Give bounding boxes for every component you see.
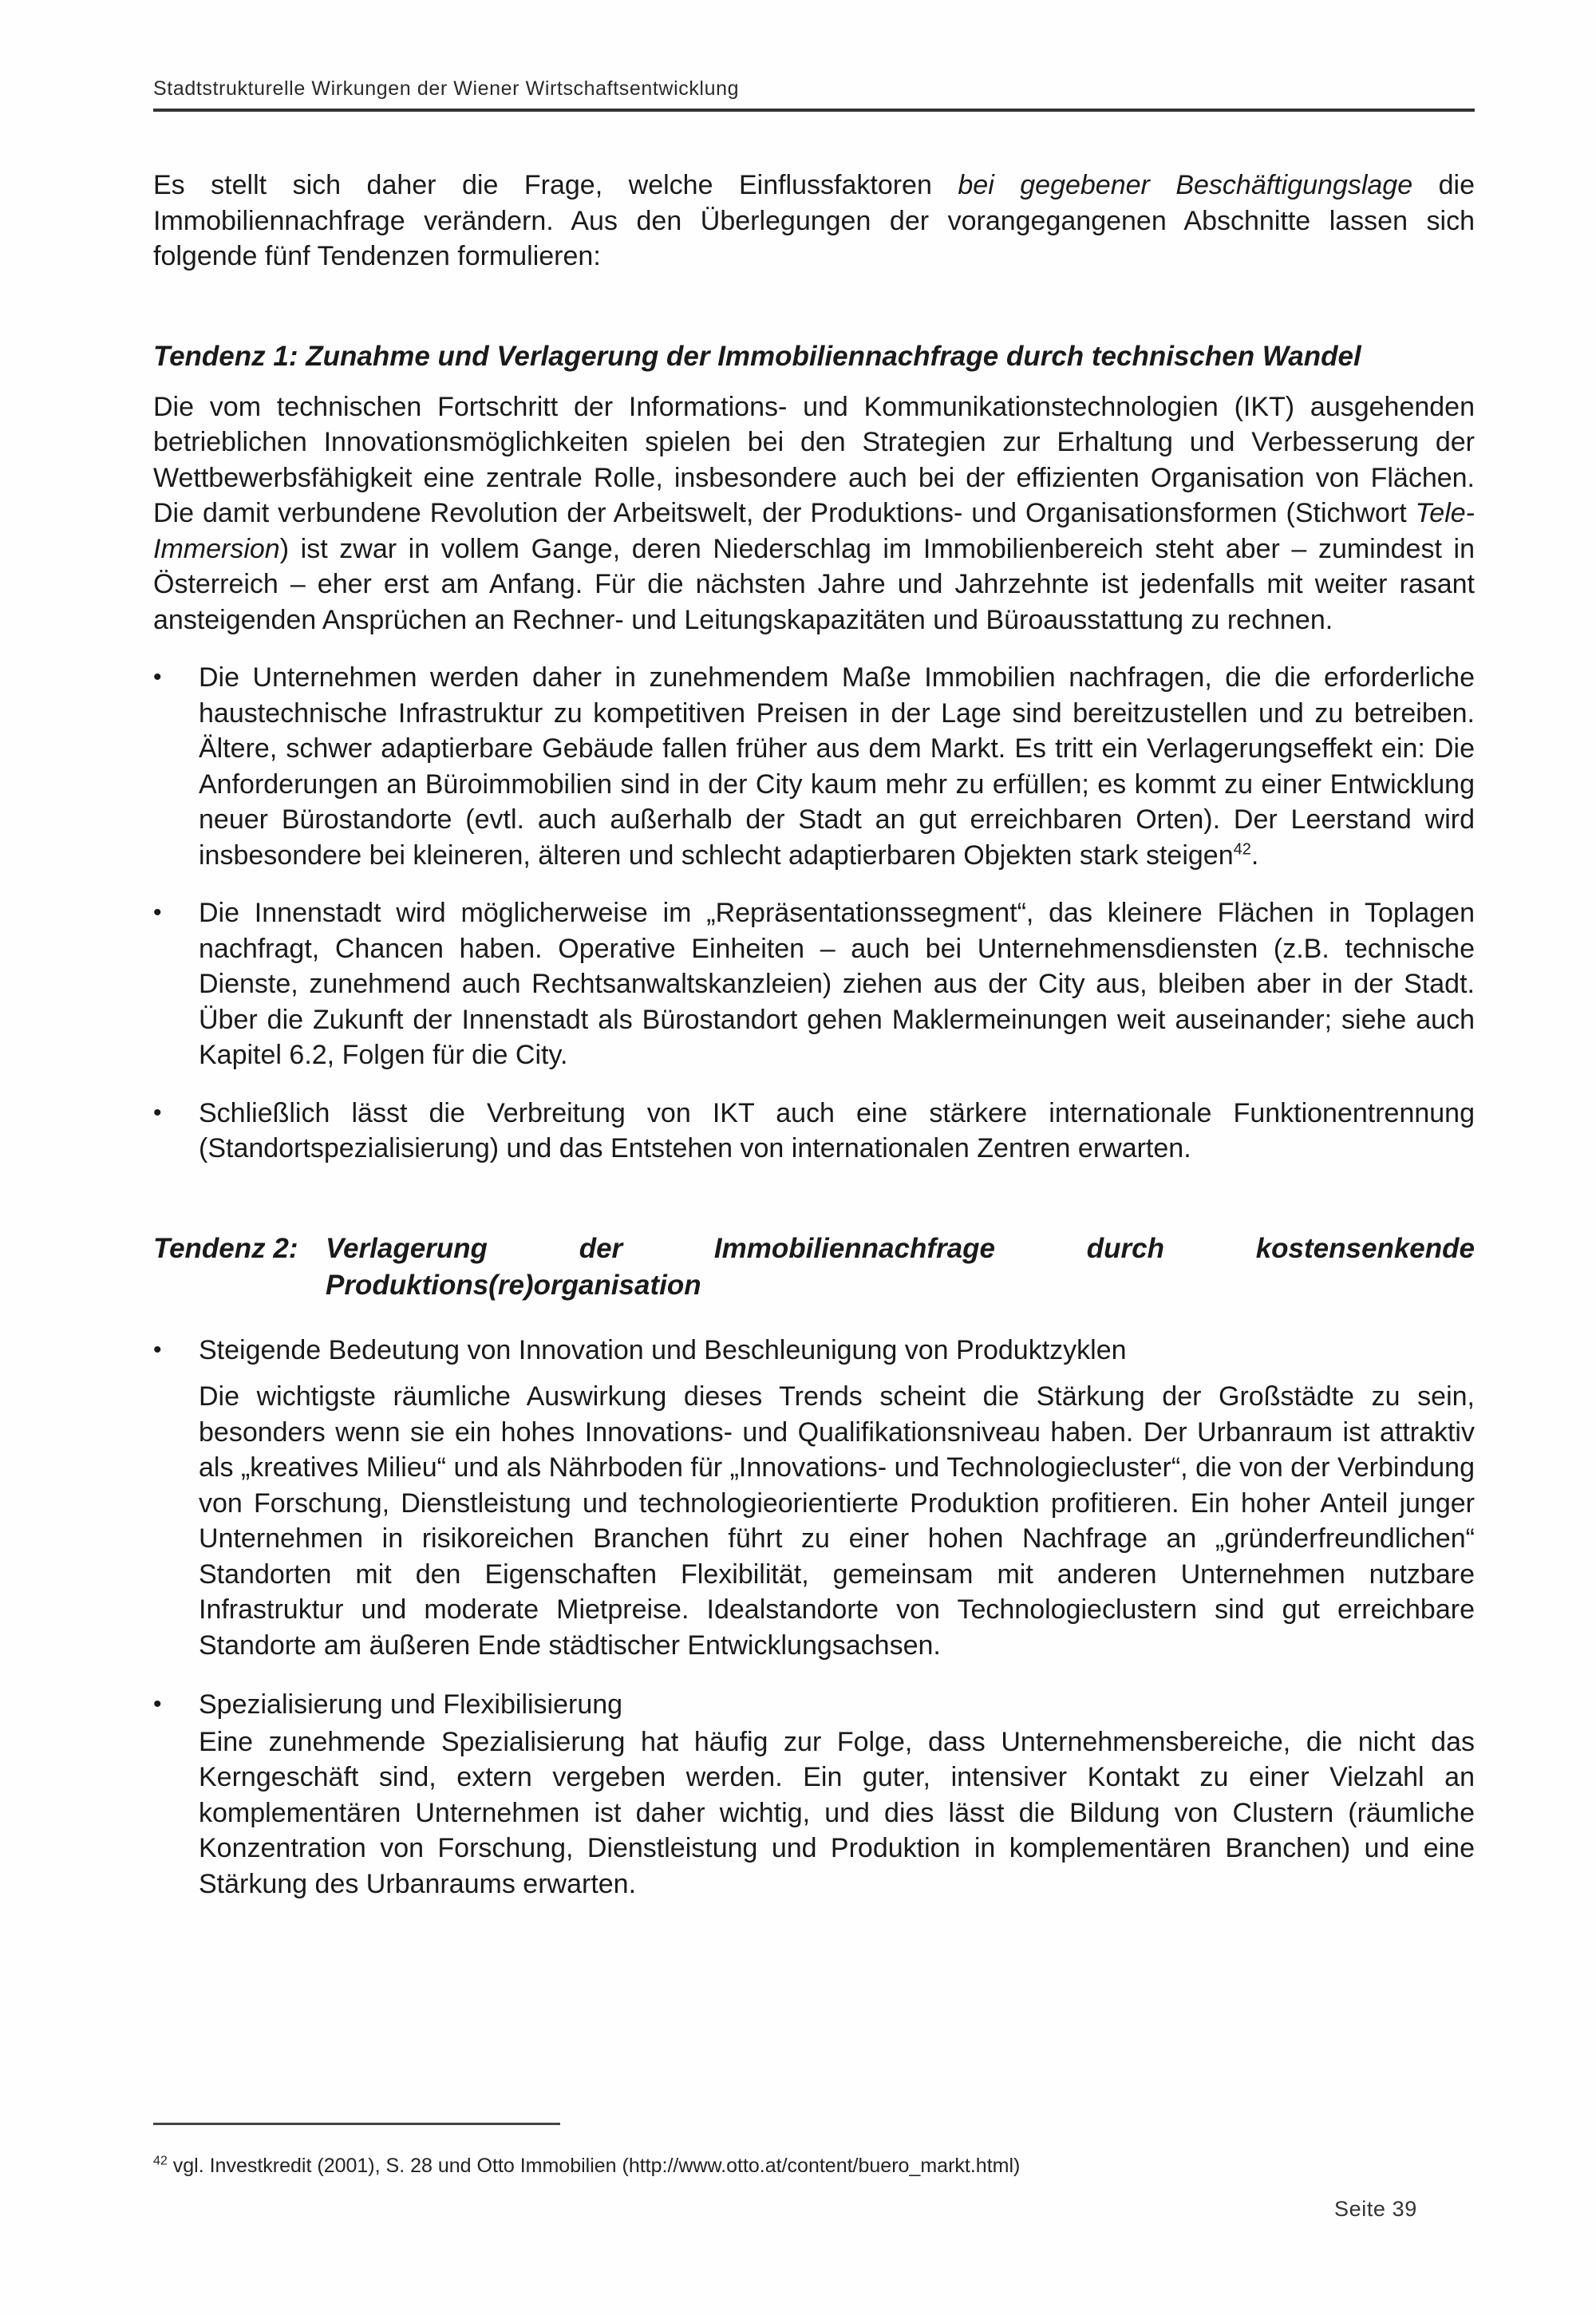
footnote-divider	[153, 2123, 560, 2125]
list-item-text: Die Innenstadt wird möglicherweise im „Repräsentationssegment“, das kleinere Flächen in Toplagen nachfragt, Chancen haben. Operative Einheiten – auch bei Unternehmensdiensten (z.B. technische Dienste, zunehmend auch Rechtsanwaltskanzleien) ziehen aus der City aus, bleiben aber in der Stadt. Über die Zukunft der Innenstadt als Bürostandort gehen Maklermeinungen weit auseinander; siehe auch Kapitel 6.2, Folgen für die City.	[199, 898, 1475, 1070]
list-item-content	[199, 1333, 1475, 1664]
list-item-text	[199, 660, 1475, 873]
intro-paragraph	[153, 168, 1475, 275]
bullet-icon: •	[153, 1691, 162, 1717]
tendenz-1-text-2: ) ist zwar in vollem Gange, deren Niederschlag im Immobilienbereich steht aber – zumindest in Österreich – eher erst am Anfang. Für die nächsten Jahre und Jahrzehnte ist jedenfalls mit weiter rasant ansteigenden Ansprüchen an Rechner- und Leitungskapazitäten und Büroausstattung zu rechnen.	[153, 533, 1475, 635]
footnote	[153, 2155, 1020, 2178]
bullet-icon: •	[153, 1336, 162, 1363]
header-divider	[153, 109, 1475, 112]
footnote-text: vgl. Investkredit (2001), S. 28 und Otto Immobilien (http://www.otto.at/content/buero_markt.html)	[167, 2155, 1021, 2177]
intro-emphasis: bei gegebener Beschäftigungslage	[958, 170, 1413, 200]
list-item-heading: Spezialisierung und Flexibilisierung	[199, 1689, 623, 1720]
list-item-heading: Steigende Bedeutung von Innovation und Beschleunigung von Produktzyklen	[199, 1334, 1127, 1365]
tendenz-1-paragraph	[153, 389, 1475, 638]
list-item-content	[199, 1687, 1475, 1902]
tendenz-1-title: Zunahme und Verlagerung der Immobiliennachfrage durch technischen Wandel	[306, 340, 1361, 372]
intro-text-1: Es stellt sich daher die Frage, welche Einflussfaktoren	[153, 170, 958, 200]
bullet-1-text: Die Unternehmen werden daher in zunehmendem Maße Immobilien nachfragen, die die erforderliche haustechnische Infrastruktur zu kompetitiven Preisen in der Lage sind bereitzustellen und zu betreiben. Ältere, schwer adaptierbare Gebäude fallen früher aus dem Markt. Es tritt ein Verlagerungseffekt ein: Die Anforderungen an Büroimmobilien sind in der City kaum mehr zu erfüllen; es kommt zu einer Entwicklung neuer Bürostandorte (evtl. auch außerhalb der Stadt an gut erreichbaren Orten). Der Leerstand wird insbesondere bei kleineren, älteren und schlecht adaptierbaren Objekten stark steigen	[199, 662, 1475, 871]
bullet-icon: •	[153, 1099, 162, 1126]
list-item	[153, 895, 1475, 1073]
footnote-number: 42	[153, 2154, 168, 2168]
intro-text-2: die Immobiliennachfrage verändern. Aus den Überlegungen der vorangegangenen Abschnitte lassen sich folgende fünf Tendenzen formulieren:	[153, 170, 1475, 271]
tendenz-2-label: Tendenz 2:	[153, 1232, 298, 1264]
bullet-icon: •	[153, 664, 162, 690]
bullet-1-tail: .	[1250, 839, 1259, 871]
footnote-ref-42[interactable]: 42	[1233, 840, 1251, 859]
list-item-text: Schließlich lässt die Verbreitung von IKT auch eine stärkere internationale Funktionentrennung (Standortspezialisierung) und das Entstehen von internationalen Zentren erwarten.	[199, 1097, 1475, 1163]
list-item	[153, 660, 1475, 873]
list-item	[153, 1687, 1475, 1902]
page-body	[153, 168, 1475, 1902]
page-number: Seite 39	[1334, 2197, 1417, 2221]
tendenz-2-heading	[153, 1231, 1475, 1304]
list-item-text: Die wichtigste räumliche Auswirkung dieses Trends scheint die Stärkung der Großstädte zu sein, besonders wenn sie ein hohes Innovations- und Qualifikationsniveau haben. Der Urbanraum ist attraktiv als „kreatives Milieu“ und als Nährboden für „Innovations- und Technologiecluster“, die von der Verbindung von Forschung, Dienstleistung und technologieorientierte Produktion profitieren. Ein hoher Anteil junger Unternehmen in risikoreichen Branchen führt zu einer hohen Nachfrage an „gründerfreundlichen“ Standorten mit den Eigenschaften Flexibilität, gemeinsam mit anderen Unternehmen nutzbare Infrastruktur und moderate Mietpreise. Idealstandorte von Technologieclustern sind gut erreichbare Standorte am äußeren Ende städtischer Entwicklungsachsen.	[199, 1381, 1475, 1661]
list-item-text: Eine zunehmende Spezialisierung hat häufig zur Folge, dass Unternehmensbereiche, die nicht das Kerngeschäft sind, extern vergeben werden. Ein guter, intensiver Kontakt zu einer Vielzahl an komplementären Unternehmen ist daher wichtig, und dies lässt die Bildung von Clustern (räumliche Konzentration von Forschung, Dienstleistung und Produktion in komplementären Branchen) und eine Stärkung des Urbanraums erwarten.	[199, 1726, 1475, 1899]
tendenz-1-emphasis: Tele-Immersion	[153, 498, 1475, 564]
list-item	[153, 1096, 1475, 1167]
tendenz-1-text-1: Die vom technischen Fortschritt der Informations- und Kommunikationstechnologien (IKT) ausgehenden betrieblichen Innovationsmöglichkeiten spielen bei den Strategien zur Erhaltung und Verbesserung der Wettbewerbsfähigkeit eine zentrale Rolle, insbesondere auch bei der effizienten Organisation von Flächen. Die damit verbundene Revolution der Arbeitswelt, der Produktions- und Organisationsformen (Stichwort	[153, 391, 1475, 528]
bullet-icon: •	[153, 899, 162, 926]
list-item	[153, 1333, 1475, 1664]
running-header-title: Stadtstrukturelle Wirkungen der Wiener Wirtschaftsentwicklung	[153, 77, 740, 100]
tendenz-1-heading	[153, 338, 1475, 375]
tendenz-1-label: Tendenz 1:	[153, 340, 306, 372]
tendenz-2-title: Verlagerung der Immobiliennachfrage durch kostensenkende Produktions(re)organisation	[326, 1232, 1475, 1301]
